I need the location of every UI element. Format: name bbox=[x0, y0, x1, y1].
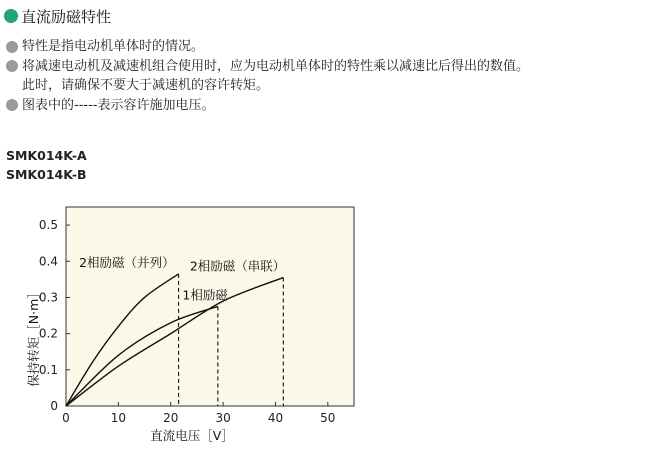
model-name: SMK014K-B bbox=[6, 167, 87, 182]
y-tick-label: 0.4 bbox=[38, 254, 58, 269]
series-label: 2相励磁（并列） bbox=[79, 254, 175, 270]
bullet-icon bbox=[6, 41, 18, 53]
x-tick-label: 30 bbox=[215, 411, 231, 425]
y-tick-label: 0.1 bbox=[38, 362, 58, 377]
x-axis-label: 直流电压［V］ bbox=[150, 428, 234, 443]
note-item bbox=[6, 57, 529, 77]
green-circle-icon bbox=[4, 9, 18, 23]
series-label: 1相励磁 bbox=[182, 287, 228, 303]
section-header bbox=[4, 6, 111, 26]
bullet-icon bbox=[6, 99, 18, 111]
x-tick-label: 20 bbox=[163, 411, 179, 425]
note-text: 此时，请确保不要大于减速机的容许转矩。 bbox=[22, 78, 270, 93]
note-text: 图表中的-----表示容许施加电压。 bbox=[22, 97, 215, 113]
note-text: 将减速电动机及减速机组合使用时，应为电动机单体时的特性乘以减速比后得出的数值。 bbox=[22, 58, 530, 74]
y-tick-label: 0.3 bbox=[38, 290, 58, 305]
y-tick-label: 0.5 bbox=[38, 218, 58, 233]
x-tick-label: 0 bbox=[62, 411, 70, 425]
series-label: 2相励磁（串联） bbox=[189, 258, 286, 274]
y-tick-label: 0 bbox=[50, 399, 58, 413]
x-tick-label: 10 bbox=[110, 411, 127, 425]
notes-list bbox=[6, 37, 529, 115]
y-axis-label: 保持转矩［N·m］ bbox=[26, 286, 41, 387]
x-tick-label: 40 bbox=[267, 411, 284, 425]
holding-torque-chart bbox=[0, 198, 400, 470]
bullet-icon bbox=[6, 60, 18, 72]
note-text: 特性是指电动机单体时的情况。 bbox=[22, 39, 205, 54]
note-item bbox=[6, 37, 529, 57]
section-title: 直流励磁特性 bbox=[21, 7, 112, 26]
y-tick-label: 0.2 bbox=[38, 326, 58, 341]
note-item bbox=[6, 96, 529, 116]
plot-area bbox=[66, 207, 354, 406]
x-tick-label: 50 bbox=[320, 411, 336, 425]
model-names bbox=[6, 146, 87, 184]
note-item bbox=[6, 76, 529, 96]
model-name: SMK014K-A bbox=[6, 148, 87, 163]
